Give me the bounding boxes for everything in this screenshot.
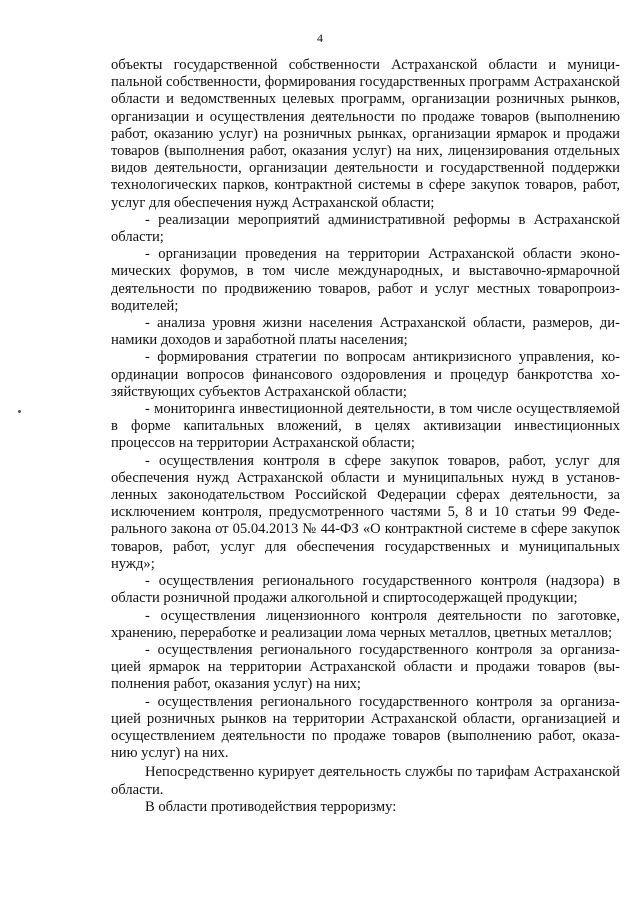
- list-item-economic-forums: - организации проведения на территории Астраханской области экономических форумов, в том числе международных, и выставочно-ярмарочной деятельности по продвижению товаров, работ и услуг местных товаропроизводителей;: [111, 246, 620, 314]
- list-item-fairs-control: - осуществления регионального государственного контроля за организацией ярмарок на территории Астраханской области и продажи товаров (выполнения работ, оказания услуг) на них;: [111, 641, 620, 693]
- list-item-retail-markets-control: - осуществления регионального государственного контроля за организацией розничных рынков на территории Астраханской области, организацией и осуществлением деятельности по продаже товаров (выполнению работ, оказанию услуг) на них.: [111, 693, 620, 762]
- margin-mark: [18, 410, 21, 413]
- page-number: 4: [317, 31, 323, 45]
- paragraph-continuation: объекты государственной собственности Астраханской области и муниципальной собственности, формирования государственных программ Астраханской области и ведомственных целевых программ, организации розничных рынков, организации и осуществления деятельности по продаже товаров (выполнению работ, оказанию услуг) на розничных рынках, организации ярмарок и продажи товаров (выполнения работ, оказания услуг) на них, лицензирования отдельных видов деятельности, организации деятельности и государственной поддержки технологических парков, контрактной системы в сфере закупок товаров, работ, услуг для обеспечения нужд Астраханской области;: [111, 57, 620, 211]
- document-body: [111, 57, 620, 816]
- list-item-alcohol-control: - осуществления регионального государственного контроля (надзора) в области розничной продажи алкогольной и спиртосодержащей продукции;: [111, 573, 620, 607]
- paragraph-tariff-service: Непосредственно курирует деятельность службы по тарифам Астраханской области.: [111, 764, 620, 798]
- list-item-admin-reform: - реализации мероприятий административной реформы в Астраханской области;: [111, 211, 620, 246]
- section-heading-antiterrorism: В области противодействия терроризму:: [145, 798, 397, 815]
- list-item-anticrisis-strategy: - формирования стратегии по вопросам антикризисного управления, координации вопросов финансового оздоровления и процедур банкротства хозяйствующих субъектов Астраханской области;: [111, 349, 620, 400]
- list-item-investment-monitoring: - мониторинга инвестиционной деятельности, в том числе осуществляемой в форме капитальных вложений, в целях активизации инвестиционных процессов на территории Астраханской области;: [111, 401, 620, 452]
- list-item-procurement-control: - осуществления контроля в сфере закупок товаров, работ, услуг для обеспечения нужд Астраханской области и муниципальных нужд в установленных законодательством Российской Федерации сферах деятельности, за исключением контроля, предусмотренного частями 5, 8 и 10 статьи 99 Федерального закона от 05.04.2013 № 44-ФЗ «О контрактной системе в сфере закупок товаров, работ, услуг для обеспечения государственных и муниципальных нужд»;: [111, 452, 620, 572]
- list-item-living-standards: - анализа уровня жизни населения Астраханской области, размеров, динамики доходов и заработной платы населения;: [111, 315, 620, 349]
- list-item-scrap-metal-licensing: - осуществления лицензионного контроля деятельности по заготовке, хранению, переработке и реализации лома черных металлов, цветных металлов;: [111, 607, 620, 641]
